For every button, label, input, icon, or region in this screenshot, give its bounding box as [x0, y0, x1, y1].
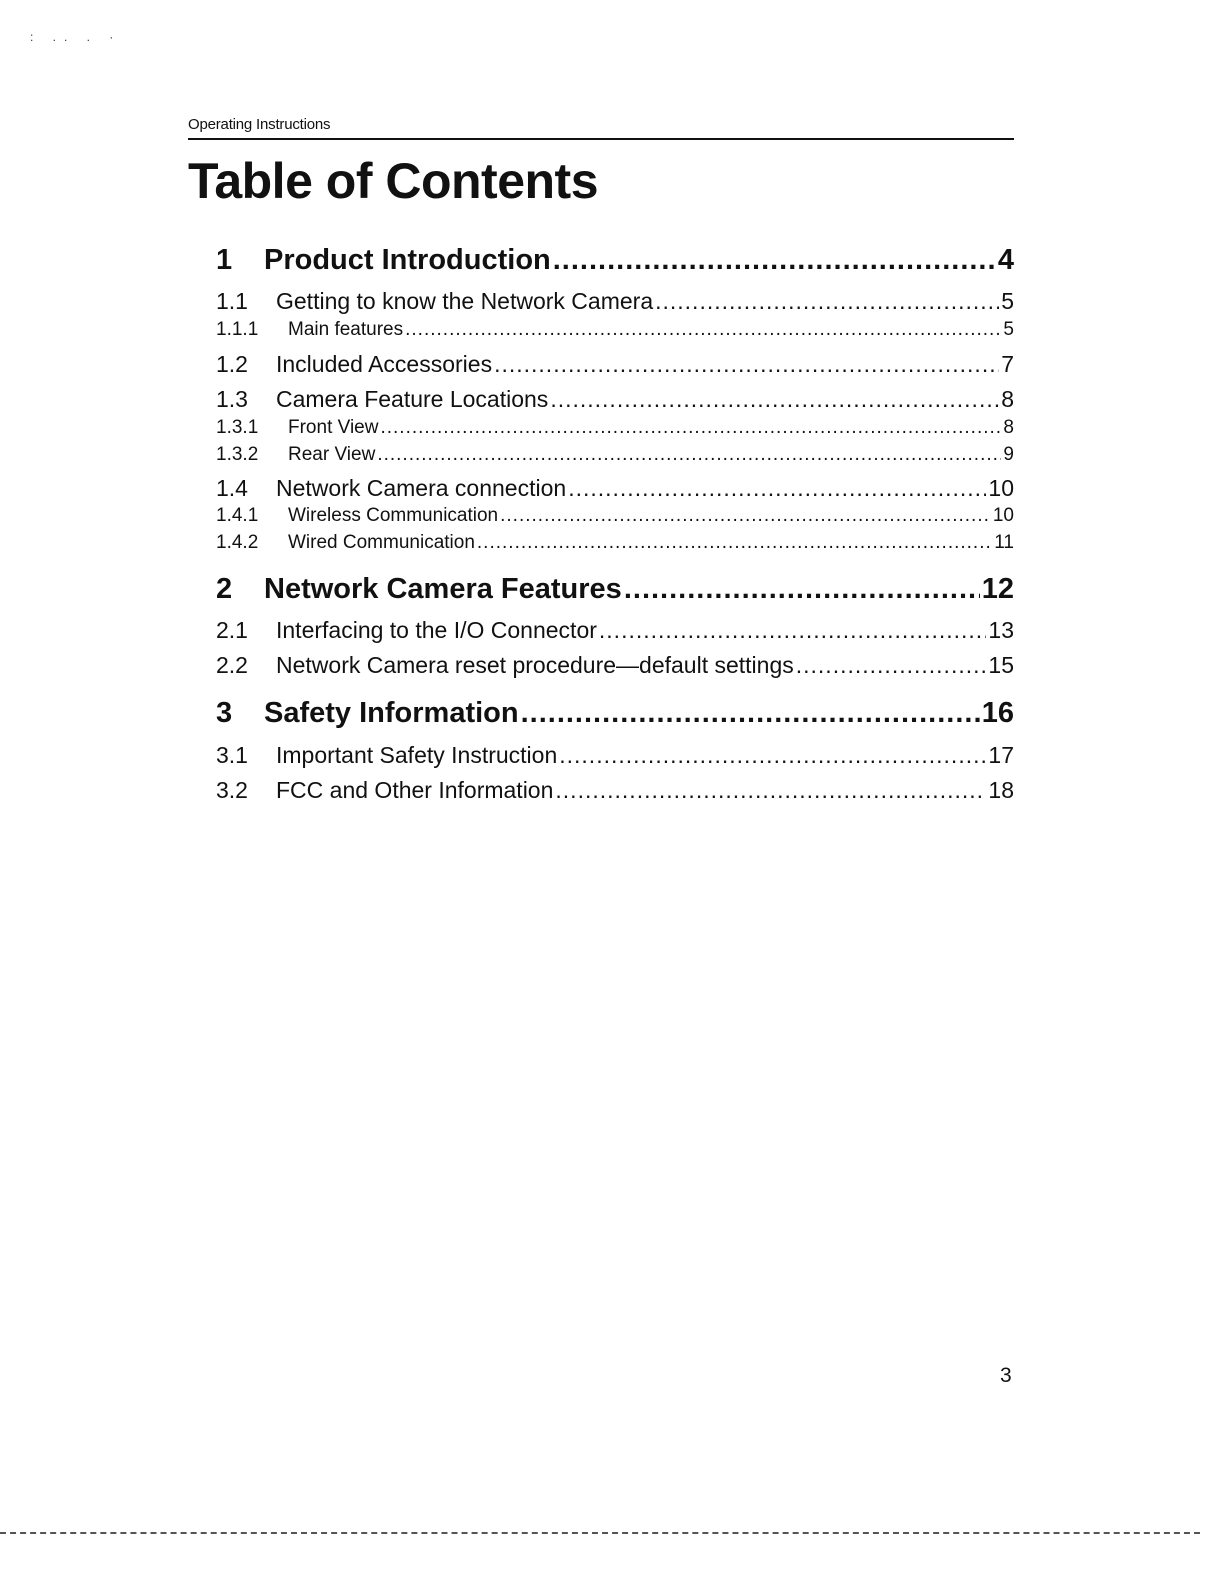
toc-dot-leader	[377, 444, 1001, 466]
toc-entry-title: Interfacing to the I/O Connector	[276, 617, 597, 643]
toc-entry-number: 3.1	[216, 742, 248, 768]
toc-dot-leader	[500, 505, 991, 527]
toc-entry-page: 15	[988, 652, 1014, 678]
toc-entry[interactable]	[216, 777, 1014, 804]
toc-entry[interactable]	[216, 652, 1014, 679]
toc-entry[interactable]	[216, 742, 1014, 769]
toc-entry-number: 1.4	[216, 475, 248, 501]
toc-entry-page: 12	[981, 573, 1014, 605]
toc-entry-page: 17	[988, 742, 1014, 768]
toc-entry-page: 5	[1003, 319, 1014, 340]
toc-entry-page: 11	[994, 532, 1014, 553]
toc-entry-page: 7	[1001, 351, 1014, 377]
toc-dot-leader	[624, 573, 980, 606]
header-rule	[188, 138, 1014, 140]
toc-entry-title: Network Camera reset procedure—default settings	[276, 652, 794, 678]
scan-artifact-marks: : .. . ·	[30, 30, 122, 44]
toc-entry-number: 2	[216, 573, 233, 605]
toc-entry-number: 3	[216, 697, 233, 729]
toc-entry-title: Getting to know the Network Camera	[276, 288, 654, 314]
toc-entry[interactable]	[216, 532, 1014, 554]
toc-dot-leader	[555, 777, 986, 804]
toc-entry-title: Front View	[288, 417, 379, 438]
toc-entry-number: 3.2	[216, 777, 248, 803]
toc-entry[interactable]	[216, 475, 1014, 502]
toc-entry-page: 5	[1001, 288, 1014, 314]
toc-entry[interactable]	[216, 386, 1014, 413]
toc-entry-page: 16	[981, 697, 1014, 729]
toc-entry-title: Included Accessories	[276, 351, 493, 377]
toc-dot-leader	[550, 386, 999, 413]
toc-entry-page: 10	[988, 475, 1014, 501]
page-number: 3	[1000, 1364, 1012, 1387]
toc-entry[interactable]	[216, 617, 1014, 644]
toc-entry-number: 1.3	[216, 386, 248, 412]
toc-dot-leader	[599, 617, 987, 644]
toc-entry-title: Main features	[288, 319, 404, 340]
toc-entry-number: 1.2	[216, 351, 248, 377]
toc-dot-leader	[559, 742, 986, 769]
toc-entry[interactable]	[216, 351, 1014, 378]
toc-entry-page: 8	[1003, 417, 1014, 438]
toc-dot-leader	[405, 319, 1001, 341]
toc-entry-number: 2.1	[216, 617, 248, 643]
toc-entry[interactable]	[216, 319, 1014, 341]
toc-entry[interactable]	[216, 505, 1014, 527]
toc-entry[interactable]	[216, 244, 1014, 277]
toc-entry-title: Camera Feature Locations	[276, 386, 549, 412]
toc-entry-title: Product Introduction	[264, 244, 551, 276]
toc-entry-number: 1.4.2	[216, 532, 259, 553]
toc-dot-leader	[655, 288, 999, 315]
toc-entry-title: Network Camera connection	[276, 475, 567, 501]
toc-entry-page: 9	[1003, 444, 1014, 465]
scan-bottom-edge	[0, 1532, 1200, 1534]
toc-entry[interactable]	[216, 697, 1014, 730]
toc-dot-leader	[568, 475, 986, 502]
toc-entry-page: 10	[992, 505, 1014, 526]
toc-dot-leader	[521, 697, 980, 730]
page-title: Table of Contents	[188, 153, 599, 209]
toc-entry[interactable]	[216, 288, 1014, 315]
toc-entry[interactable]	[216, 417, 1014, 439]
toc-entry-page: 18	[988, 777, 1014, 803]
toc-entry-number: 1.4.1	[216, 505, 259, 526]
toc-entry[interactable]	[216, 573, 1014, 606]
toc-dot-leader	[380, 417, 1001, 439]
toc-entry-page: 13	[988, 617, 1014, 643]
toc-entry-number: 1.3.2	[216, 444, 259, 465]
toc-entry-page: 4	[997, 244, 1014, 276]
toc-dot-leader	[553, 244, 996, 277]
running-header: Operating Instructions	[188, 116, 331, 133]
toc-entry-title: Rear View	[288, 444, 376, 465]
toc-dot-leader	[494, 351, 999, 378]
toc-entry-number: 1	[216, 244, 233, 276]
toc-entry-title: Safety Information	[264, 697, 519, 729]
toc-entry-number: 1.3.1	[216, 417, 259, 438]
toc-entry-title: Wired Communication	[288, 532, 475, 553]
toc-entry-title: Network Camera Features	[264, 573, 622, 605]
toc-entry[interactable]	[216, 444, 1014, 466]
toc-dot-leader	[477, 532, 992, 554]
toc-entry-title: FCC and Other Information	[276, 777, 554, 803]
toc-entry-title: Wireless Communication	[288, 505, 499, 526]
toc-entry-page: 8	[1001, 386, 1014, 412]
toc-entry-number: 2.2	[216, 652, 248, 678]
toc-dot-leader	[796, 652, 987, 679]
toc-entry-number: 1.1	[216, 288, 248, 314]
toc-entry-number: 1.1.1	[216, 319, 259, 340]
toc-entry-title: Important Safety Instruction	[276, 742, 558, 768]
